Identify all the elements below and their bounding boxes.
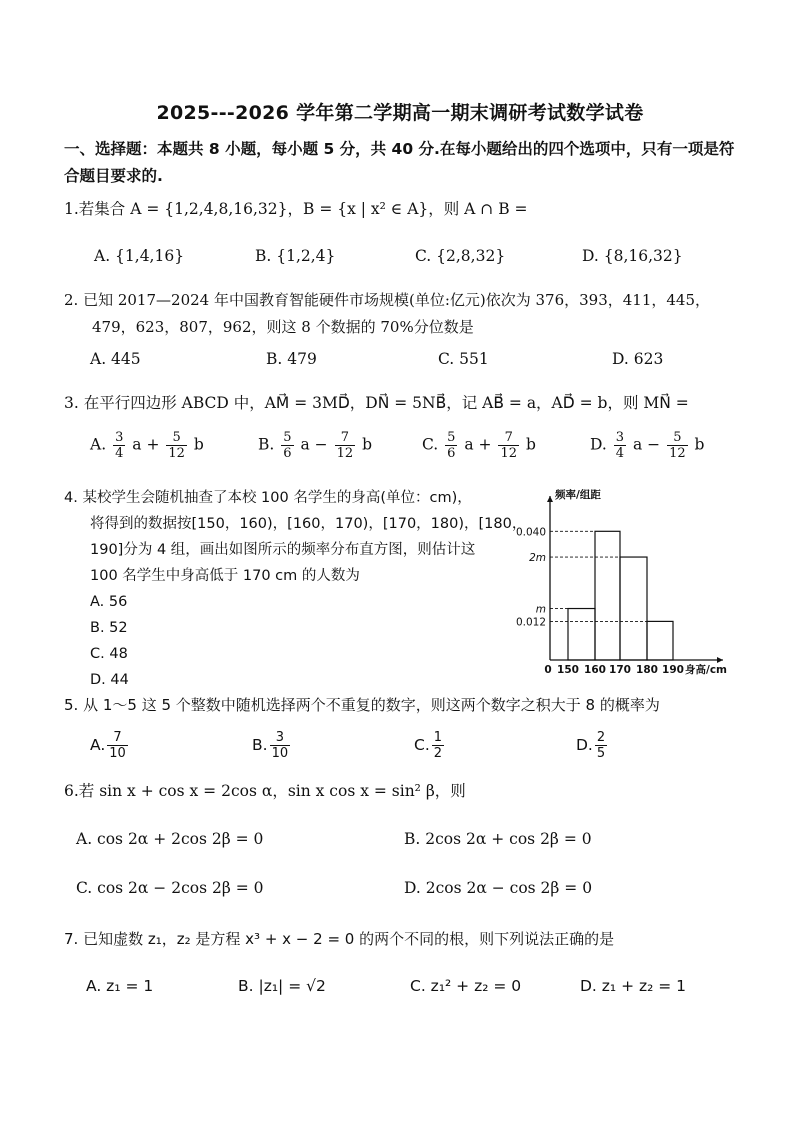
vector-b: b (193, 435, 204, 454)
question-6-option-a: A. cos 2α + 2cos 2β = 0 (76, 830, 264, 848)
question-6-option-c: C. cos 2α − 2cos 2β = 0 (76, 879, 264, 897)
question-4-option-a: A. 56 (90, 594, 128, 610)
fraction-numerator: 5 (447, 430, 456, 445)
vector-b: b (525, 435, 536, 454)
question-4-stem-line-1: 4. 某校学生会随机抽查了本校 100 名学生的身高(单位：cm)， (64, 490, 472, 506)
x-tick-label: 160 (584, 664, 606, 676)
vector-b: b (362, 435, 372, 454)
fraction-numerator: 5 (283, 430, 292, 445)
frequency-histogram (508, 484, 738, 684)
option-label: B. (258, 435, 275, 454)
question-3-stem: 3. 在平行四边形 ABCD 中，AM⃗ = 3MD⃗，DN⃗ = 5NB⃗，记 AB⃗ = a，AD⃗ = b，则 MN⃗ = (64, 394, 689, 412)
fraction-denominator: 4 (615, 446, 625, 461)
fraction-numerator: 5 (166, 430, 187, 446)
fraction-denominator: 4 (115, 446, 124, 461)
question-3-option-d (590, 430, 704, 461)
section-heading: 一、选择题：本题共 8 小题，每小题 5 分，共 40 分.在每小题给出的四个选项中，只有一项是符合题目要求的. (64, 140, 735, 185)
option-label: C. (414, 736, 430, 754)
question-6-stem: 6.若 sin x + cos x = 2cos α，sin x cos x = sin² β，则 (64, 782, 466, 800)
histogram-bar (647, 621, 673, 660)
question-2-stem-line-2: 479，623，807，962，则这 8 个数据的 70%分位数是 (92, 318, 474, 336)
question-4-option-c: C. 48 (90, 646, 128, 662)
fraction-numerator: 5 (667, 430, 688, 446)
x-tick-label: 170 (609, 664, 631, 676)
option-label: D. (576, 736, 593, 754)
question-4-stem-line-3: 190]分为 4 组，画出如图所示的频率分布直方图，则估计这 (90, 542, 476, 558)
question-7-option-d: D. z₁ + z₂ = 1 (580, 977, 687, 995)
fraction-denominator: 12 (669, 446, 686, 461)
question-1-option-b: B. {1,2,4} (255, 247, 336, 265)
question-5-option-a (90, 730, 130, 761)
question-3-option-c (422, 430, 536, 461)
x-axis-arrow (717, 657, 723, 663)
question-5-stem: 5. 从 1～5 这 5 个整数中随机选择两个不重复的数字，则这两个数字之积大于 8 的概率为 (64, 696, 660, 714)
fraction-denominator: 6 (283, 446, 292, 461)
term-operator: a + (464, 435, 492, 454)
question-1-option-d: D. {8,16,32} (582, 247, 683, 265)
fraction-denominator: 12 (336, 446, 354, 461)
histogram-bar (595, 531, 620, 660)
fraction-denominator: 10 (271, 746, 289, 761)
question-7-option-a: A. z₁ = 1 (86, 977, 154, 995)
histogram-bars (568, 531, 673, 660)
question-5-option-d (576, 730, 609, 761)
question-1-option-c: C. {2,8,32} (415, 247, 506, 265)
fraction-denominator: 2 (433, 746, 443, 761)
question-7-option-c: C. z₁² + z₂ = 0 (410, 977, 522, 995)
fraction-numerator: 7 (335, 430, 356, 446)
histogram-guides (550, 531, 647, 621)
fraction-denominator: 12 (500, 446, 518, 461)
question-1-option-a: A. {1,4,16} (94, 247, 185, 265)
fraction-numerator: 2 (596, 730, 606, 745)
question-7-option-b: B. |z₁| = √2 (238, 977, 326, 995)
histogram-bar (620, 557, 647, 660)
question-2-option-c: C. 551 (438, 350, 489, 368)
option-label: B. (252, 736, 268, 754)
fraction-numerator: 7 (498, 430, 519, 446)
y-axis-arrow (547, 496, 553, 502)
fraction-numerator: 7 (107, 730, 128, 746)
fraction-numerator: 3 (615, 430, 625, 445)
question-2-option-a: A. 445 (90, 350, 141, 368)
y-axis-title: 频率/组距 (555, 489, 601, 501)
term-operator: a + (132, 435, 160, 454)
question-5-option-c (414, 730, 446, 761)
fraction-denominator: 6 (447, 446, 456, 461)
question-2-option-b: B. 479 (266, 350, 317, 368)
y-tick-label: 0.040 (515, 526, 546, 539)
x-axis-title: 身高/cm (685, 664, 727, 676)
question-2-option-d: D. 623 (612, 350, 664, 368)
question-3-option-b (258, 430, 372, 461)
fraction-denominator: 5 (596, 746, 606, 761)
question-5-option-b (252, 730, 292, 761)
y-tick-label: m (535, 603, 546, 616)
x-tick-label: 180 (636, 664, 658, 676)
question-4-option-d: D. 44 (90, 672, 129, 688)
option-label: C. (422, 435, 439, 454)
histogram-labels (516, 488, 727, 676)
fraction-numerator: 3 (115, 430, 124, 445)
question-6-option-d: D. 2cos 2α − cos 2β = 0 (404, 879, 593, 897)
question-4-option-b: B. 52 (90, 620, 128, 636)
option-label: D. (590, 435, 607, 454)
question-4-stem-line-4: 100 名学生中身高低于 170 cm 的人数为 (90, 568, 360, 584)
question-1-stem: 1.若集合 A = {1,2,4,8,16,32}，B = {x | x² ∈ A}，则 A ∩ B = (64, 200, 528, 218)
question-7-stem: 7. 已知虚数 z₁，z₂ 是方程 x³ + x − 2 = 0 的两个不同的根，则下列说法正确的是 (64, 930, 615, 948)
fraction-denominator: 10 (109, 746, 126, 761)
y-tick-label: 0.012 (515, 616, 546, 629)
fraction-denominator: 12 (168, 446, 185, 461)
x-tick-label: 0 (544, 664, 552, 676)
term-operator: a − (300, 435, 328, 454)
histogram-axes (547, 496, 723, 663)
fraction-numerator: 3 (270, 730, 291, 746)
option-label: A. (90, 736, 106, 754)
exam-title: 2025---2026 学年第二学期高一期末调研考试数学试卷 (156, 102, 644, 124)
x-tick-label: 150 (557, 664, 579, 676)
question-2-stem-line-1: 2. 已知 2017—2024 年中国教育智能硬件市场规模(单位:亿元)依次为 376，393，411，445， (64, 291, 711, 309)
y-tick-label: 2m (529, 552, 546, 565)
question-6-option-b: B. 2cos 2α + cos 2β = 0 (404, 830, 592, 848)
question-3-option-a (90, 430, 204, 461)
term-operator: a − (632, 435, 661, 454)
vector-b: b (694, 435, 705, 454)
fraction-numerator: 1 (433, 730, 443, 745)
histogram-bar (568, 609, 595, 660)
x-tick-label: 190 (662, 664, 684, 676)
option-label: A. (90, 435, 107, 454)
question-4-stem-line-2: 将得到的数据按[150，160)，[160，170)，[170，180)，[180， (90, 516, 527, 532)
